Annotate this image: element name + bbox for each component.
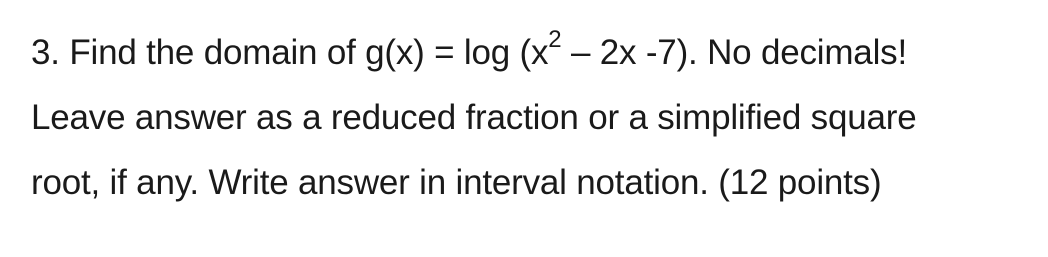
exponent: 2 bbox=[548, 26, 562, 54]
question-line-1-end: – 2x -7). No decimals! bbox=[561, 33, 907, 72]
question-line-2: Leave answer as a reduced fraction or a simplified square bbox=[31, 98, 917, 137]
question-line-3: root, if any. Write answer in interval notation. (12 points) bbox=[31, 163, 882, 202]
question-line-1-start: 3. Find the domain of g(x) = log (x bbox=[31, 33, 549, 72]
question-line-1 bbox=[31, 20, 1041, 85]
question-text bbox=[31, 20, 1041, 215]
